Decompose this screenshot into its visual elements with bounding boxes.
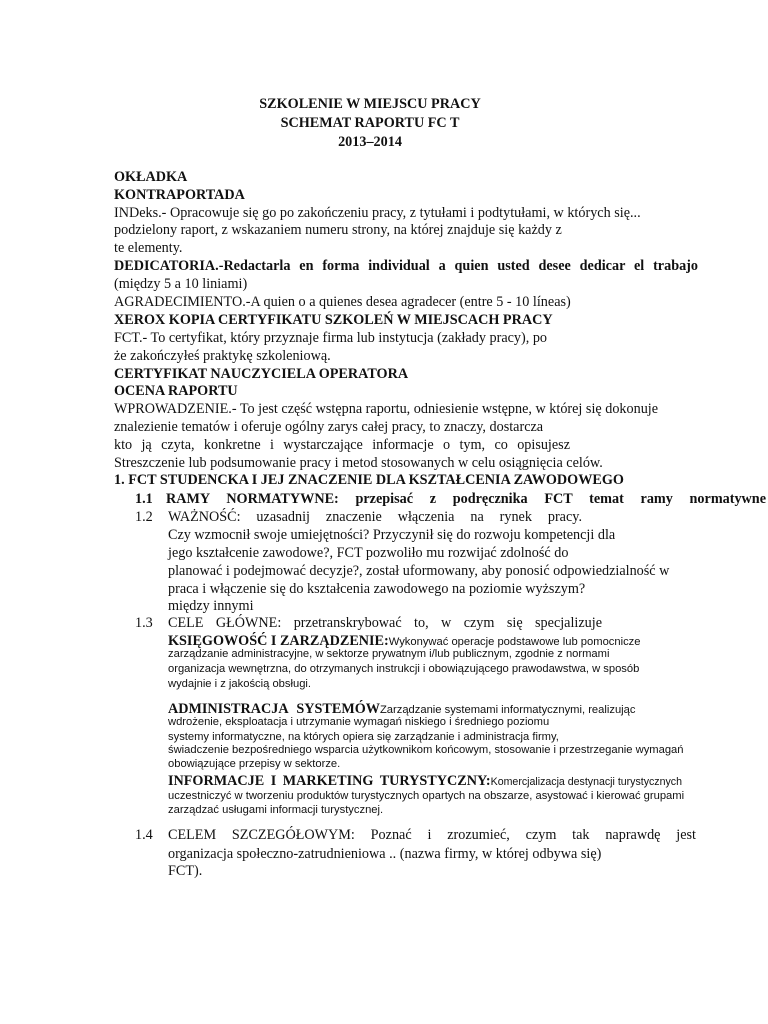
indeks-line-2: podzielony raport, z wskazaniem numeru strony, na której znajduje się każdy z (114, 222, 562, 238)
document-year: 2013–2014 (338, 134, 402, 150)
ksiegowosc-line-2: zarządzanie administracyjne, w sektorze prywatnym i/lub publicznym, zgodnie z normami (168, 648, 610, 660)
section-kontraportada: KONTRAPORTADA (114, 187, 245, 203)
point-1-1-number: 1.1 (135, 491, 153, 507)
administracja-line-3: systemy informatyczne, na których opiera się zarządzanie i administracja firmy, (168, 731, 559, 743)
dedicatoria-line-2: (między 5 a 10 liniami) (114, 276, 248, 292)
point-1-2-line-3: jego kształcenie zawodowe?, FCT pozwoliło mu rozwijać zdolność do (168, 545, 569, 561)
point-1-3-number: 1.3 (135, 615, 153, 631)
specialty-informacje-heading: INFORMACJE I MARKETING TURYSTYCZNY: (168, 773, 491, 789)
indeks-line-1: INDeks.- Opracowuje się go po zakończeniu pracy, z tytułami i podtytułami, w których się... (114, 205, 641, 221)
specialty-ksiegowosc-heading: KSIĘGOWOŚĆ I ZARZĄDZENIE: (168, 633, 389, 649)
wprowadzenie-line-2: znalezienie tematów i oferuje ogólny zarys całej pracy, to znaczy, dostarcza (114, 419, 544, 435)
point-1-3-line-1: CELE GŁÓWNE: przetranskrybować to, w czym się specjalizuje (168, 615, 602, 631)
specialty-informacje-intro: Komercjalizacja destynacji turystycznych (490, 776, 682, 788)
administracja-line-2: wdrożenie, eksploatacja i utrzymanie wymagań niskiego i średniego poziomu (168, 716, 550, 728)
dedicatoria-line-1: DEDICATORIA.-Redactarla en forma individual a quien usted desee dedicar el trabajo (114, 258, 698, 274)
fct-line-2: że zakończyłeś praktykę szkoleniową. (114, 348, 331, 364)
agradecimiento: AGRADECIMIENTO.-A quien o a quienes desea agradecer (entre 5 - 10 líneas) (114, 294, 571, 310)
point-1-2-line-1: WAŻNOŚĆ: uzasadnij znaczenie włączenia na rynek pracy. (168, 509, 582, 525)
informacje-line-3: zarządzać usługami informacji turystycznej. (168, 804, 384, 816)
administracja-line-4: świadczenie bezpośredniego wsparcia użytkownikom końcowym, stosowanie i przestrzeganie wymagań (168, 744, 684, 756)
point-1-2-line-5: praca i włączenie się do kształcenia zawodowego na poziomie wyższym? (168, 581, 586, 597)
section-okladka: OKŁADKA (114, 169, 188, 185)
document-title: SZKOLENIE W MIEJSCU PRACY (259, 96, 481, 112)
point-1-4-line-2: organizacja społeczno-zatrudnieniowa .. (nazwa firmy, w której odbywa się) (168, 846, 602, 862)
specialty-ksiegowosc-intro: Wykonywać operacje podstawowe lub pomocnicze (388, 636, 641, 648)
wprowadzenie-line-4: Streszczenie lub podsumowanie pracy i metod stosowanych w celu osiągnięcia celów. (114, 455, 603, 471)
specialty-administracja-heading: ADMINISTRACJA SYSTEMÓW (168, 701, 380, 717)
section-certyfikat: CERTYFIKAT NAUCZYCIELA OPERATORA (114, 366, 409, 382)
wprowadzenie-line-3: kto ją czyta, konkretne i wystarczające informacje o tym, co opisujesz (114, 437, 570, 453)
indeks-line-3: te elementy. (114, 240, 183, 256)
point-1-2-line-2: Czy wzmocnił swoje umiejętności? Przyczynił się do rozwoju kompetencji dla (168, 527, 616, 543)
point-1-4-line-1: CELEM SZCZEGÓŁOWYM: Poznać i zrozumieć, czym tak naprawdę jest (168, 827, 696, 843)
section-ocena: OCENA RAPORTU (114, 383, 238, 399)
fct-line-1: FCT.- To certyfikat, który przyznaje firma lub instytucja (zakłady pracy), po (114, 330, 548, 346)
point-1-2-line-4: planować i podejmować decyzje?, został uformowany, aby ponosić odpowiedzialność w (168, 563, 670, 579)
point-1-4-line-3: FCT). (168, 863, 203, 879)
document-subtitle: SCHEMAT RAPORTU FC T (280, 115, 460, 131)
administracja-line-5: obowiązujące przepisy w sektorze. (168, 758, 341, 770)
point-1-heading: 1. FCT STUDENCKA I JEJ ZNACZENIE DLA KSZTAŁCENIA ZAWODOWEGO (114, 472, 624, 488)
informacje-line-2: uczestniczyć w tworzeniu produktów turystycznych opartych na obszarze, asystować i kierować grupami (168, 790, 685, 802)
ksiegowosc-line-4: wydajnie i z jakością obsługi. (168, 678, 312, 690)
wprowadzenie-line-1: WPROWADZENIE.- To jest część wstępna raportu, odniesienie wstępne, w której się dokonuje (114, 401, 659, 417)
ksiegowosc-line-3: organizacja wewnętrzna, do otrzymanych instrukcji i obowiązującego prawodawstwa, w sposób (168, 663, 640, 675)
point-1-2-line-6: między innymi (168, 598, 254, 614)
specialty-administracja-intro: Zarządzanie systemami informatycznymi, realizując (379, 704, 636, 716)
point-1-2-number: 1.2 (135, 509, 153, 525)
section-xerox: XEROX KOPIA CERTYFIKATU SZKOLEŃ W MIEJSCACH PRACY (114, 312, 553, 328)
point-1-1-text: RAMY NORMATYWNE: przepisać z podręcznika FCT temat ramy normatywne (166, 491, 766, 507)
point-1-4-number: 1.4 (135, 827, 153, 843)
